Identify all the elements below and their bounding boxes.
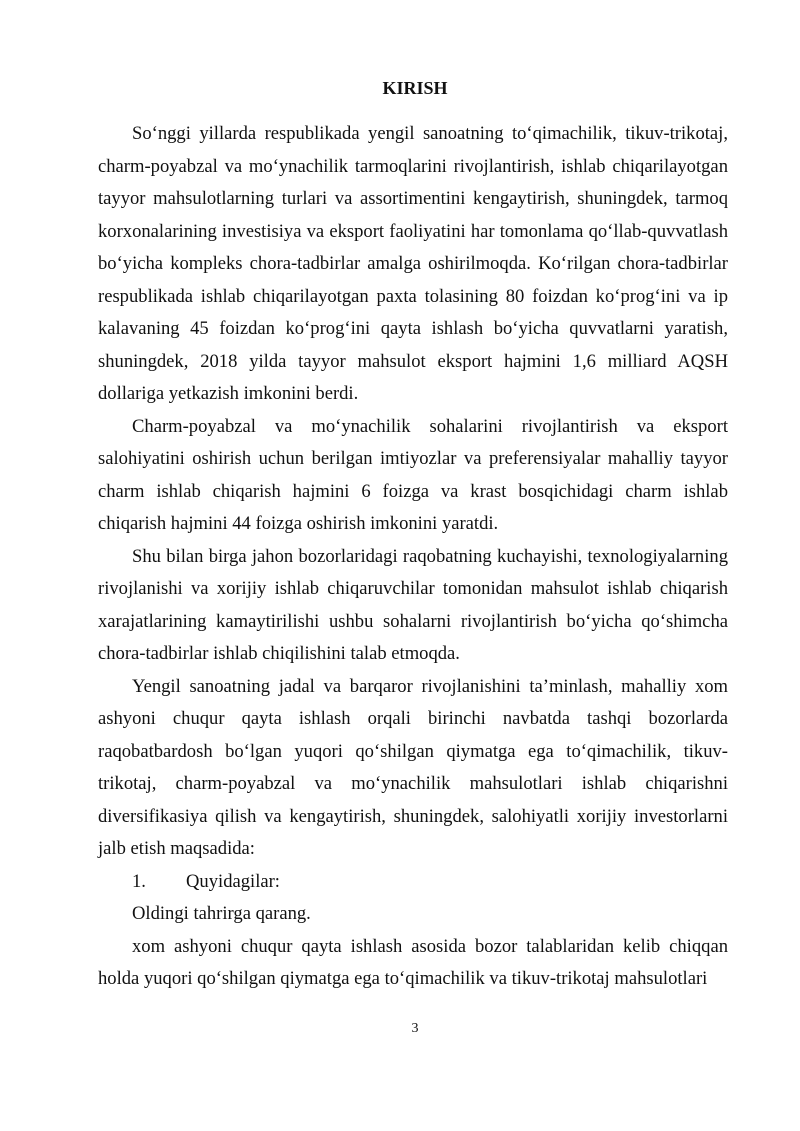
page-title: KIRISH <box>382 78 448 98</box>
list-item-number: 1. <box>132 870 146 892</box>
paragraph-intro: So‘nggi yillarda respublikada yengil sanoatning to‘qimachilik, tikuv-trikotaj, charm-poyabzal va mo‘ynachilik tarmoqlarini rivojlantirish, ishlab chiqarilayotgan tayyor mahsulotlarning turlari va assortimentini kengaytirish, shuningdek, tarmoq korxonalarining investisiya va eksport faoliyatini har tomonlama qo‘llab-quvvatlash bo‘yicha kompleks chora-tadbirlar amalga oshirilmoqda. Ko‘rilgan chora-tadbirlar respublikada ishlab chiqarilayotgan paxta tolasining 80 foizdan ko‘prog‘ini va ip kalavaning 45 foizdan ko‘prog‘ini qayta ishlash bo‘yicha quvvatlarni yaratish, shuningdek, 2018 yilda tayyor mahsulot eksport hajmini 1,6 milliard AQSH dollariga yetkazish imkonini berdi. <box>98 123 728 404</box>
page-number: 3 <box>411 1021 419 1036</box>
editorial-note: Oldingi tahrirga qarang. <box>132 903 311 924</box>
list-item <box>98 866 728 899</box>
document-body <box>98 118 728 996</box>
paragraph-purpose: Yengil sanoatning jadal va barqaror rivojlanishini ta’minlash, mahalliy xom ashyoni chuqur qayta ishlash orqali birinchi navbatda tashqi bozorlarda raqobatbardosh bo‘lgan yuqori qo‘shilgan qiymatga ega to‘qimachilik, tikuv-trikotaj, charm-poyabzal va mo‘ynachilik mahsulotlari ishlab chiqarishni diversifikasiya qilish va kengaytirish, shuningdek, salohiyatli xorijiy investorlarni jalb etish maqsadida: <box>98 675 728 859</box>
paragraph-leather: Charm-poyabzal va mo‘ynachilik sohalarini rivojlantirish va eksport salohiyatini oshirish uchun berilgan imtiyozlar va preferensiyalar mahalliy tayyor charm ishlab chiqarish hajmini 6 foizga va krast bosqichidagi charm ishlab chiqarish hajmini 44 foizga oshirish imkonini yaratdi. <box>98 415 728 534</box>
paragraph-competition: Shu bilan birga jahon bozorlaridagi raqobatning kuchayishi, texnologiyalarning rivojlanishi va xorijiy ishlab chiqaruvchilar tomonidan mahsulot ishlab chiqarish xarajatlarining kamaytirilishi ushbu sohalarni rivojlantirish bo‘yicha qo‘shimcha chora-tadbirlar ishlab chiqilishini talab etmoqda. <box>98 545 728 664</box>
list-item-text: Quyidagilar: <box>186 870 280 892</box>
paragraph-continued: xom ashyoni chuqur qayta ishlash asosida bozor talablaridan kelib chiqqan holda yuqori qo‘shilgan qiymatga ega to‘qimachilik va tikuv-trikotaj mahsulotlari <box>98 935 728 989</box>
